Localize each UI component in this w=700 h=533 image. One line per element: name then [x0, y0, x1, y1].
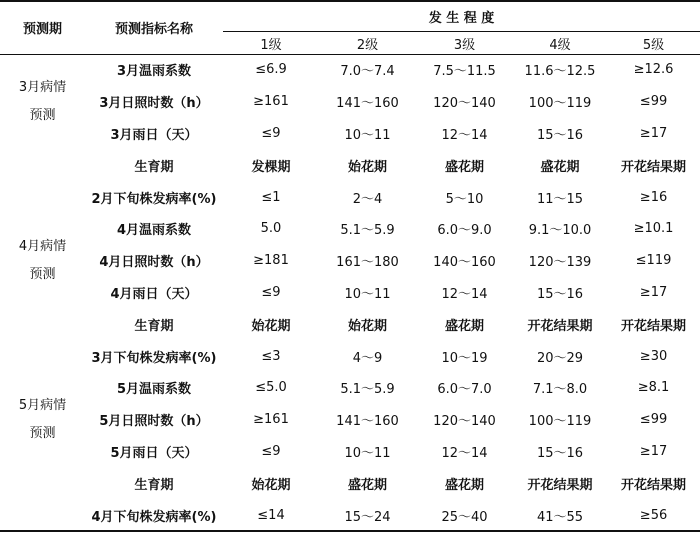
level-4-value: 11.6～12.5	[524, 64, 596, 80]
level-3-value: 12～14	[441, 127, 488, 143]
level-5-value: 开花结果期	[621, 318, 687, 334]
level-5-value: ≤99	[639, 412, 668, 428]
table-row	[0, 245, 700, 277]
level-1-value: ≤5.0	[255, 380, 287, 396]
level-3-value: 盛花期	[444, 159, 484, 175]
period-label-line2: 预测	[29, 107, 56, 123]
indicator-name: 3月下旬株发病率(%)	[91, 350, 217, 366]
indicator-name: 4月下旬株发病率(%)	[91, 509, 217, 525]
level-5-value: ≥10.1	[633, 221, 674, 237]
level-4-value: 120～139	[528, 255, 592, 271]
level-2-value: 7.0～7.4	[340, 64, 395, 80]
header-severity-group: 发 生 程 度	[428, 10, 495, 26]
header-level-1: 1级	[260, 37, 282, 53]
level-5-value: ≥17	[639, 284, 668, 300]
indicator-name: 3月日照时数（h）	[99, 96, 209, 112]
indicator-name: 5月雨日（天）	[110, 445, 198, 461]
level-4-value: 15～16	[536, 127, 584, 143]
indicator-name: 5月温雨系数	[116, 382, 192, 398]
indicator-name: 4月雨日（天）	[110, 286, 198, 302]
level-1-value: 始花期	[251, 318, 291, 334]
level-2-value: 141～160	[336, 414, 399, 430]
level-2-value: 5.1～5.9	[340, 382, 395, 398]
level-1-value: 发棵期	[251, 159, 291, 175]
level-3-value: 盛花期	[444, 318, 484, 334]
bottom-rule	[0, 530, 700, 532]
level-3-value: 120～140	[433, 414, 496, 430]
level-2-value: 5.1～5.9	[340, 223, 395, 239]
level-4-value: 开花结果期	[527, 477, 593, 493]
level-2-value: 4～9	[352, 350, 383, 366]
period-label-line1: 5月病情	[18, 397, 67, 413]
level-1-value: ≤9	[261, 284, 281, 300]
period-label-line1: 3月病情	[18, 79, 67, 95]
level-2-value: 盛花期	[347, 477, 387, 493]
indicator-name: 5月日照时数（h）	[99, 414, 209, 430]
top-rule	[0, 0, 700, 2]
level-2-value: 10～11	[344, 286, 391, 302]
period-label	[0, 340, 85, 499]
table-row	[0, 404, 700, 436]
level-5-value: ≥12.6	[633, 62, 674, 78]
level-2-value: 10～11	[344, 445, 391, 461]
table-row	[0, 181, 700, 213]
level-5-value: ≤99	[639, 94, 668, 110]
level-5-value: ≥8.1	[637, 380, 670, 396]
level-3-value: 140～160	[433, 255, 496, 271]
header-level-5: 5级	[642, 37, 665, 53]
level-1-value: ≤1	[261, 189, 281, 205]
level-4-value: 开花结果期	[527, 318, 593, 334]
level-3-value: 6.0～9.0	[437, 223, 492, 239]
level-4-value: 41～55	[536, 509, 584, 525]
period-label-line2: 预测	[29, 425, 56, 441]
level-1-value: ≤6.9	[255, 62, 287, 78]
level-3-value: 7.5～11.5	[433, 64, 496, 80]
table-row	[0, 372, 700, 404]
period-label-line2: 预测	[29, 266, 56, 282]
table-row	[0, 499, 700, 531]
level-2-value: 15～24	[344, 509, 391, 525]
header-level-3: 3级	[453, 37, 476, 53]
indicator-name: 4月日照时数（h）	[99, 255, 209, 271]
table-row	[0, 436, 700, 468]
level-4-value: 100～119	[528, 414, 592, 430]
level-4-value: 7.1～8.0	[532, 382, 588, 398]
period-empty-cell	[0, 149, 85, 181]
table-row	[0, 308, 700, 340]
header-bottom-rule	[0, 54, 700, 55]
level-2-value: 161～180	[336, 255, 399, 271]
level-2-value: 2～4	[352, 191, 383, 207]
level-2-value: 始花期	[347, 318, 387, 334]
table-row	[0, 340, 700, 372]
indicator-name: 3月温雨系数	[116, 64, 192, 80]
level-4-value: 15～16	[536, 445, 584, 461]
level-1-value: ≤9	[261, 443, 281, 459]
level-5-value: ≥17	[639, 443, 668, 459]
level-5-value: 开花结果期	[621, 159, 687, 175]
period-empty-cell	[0, 499, 85, 531]
level-1-value: ≤9	[261, 125, 281, 141]
level-4-value: 20～29	[536, 350, 584, 366]
level-1-value: 始花期	[251, 477, 291, 493]
level-2-value: 始花期	[347, 159, 387, 175]
level-5-value: 开花结果期	[621, 477, 687, 493]
period-label	[0, 181, 85, 340]
level-4-value: 15～16	[536, 286, 584, 302]
level-3-value: 盛花期	[444, 477, 484, 493]
level-3-value: 120～140	[433, 96, 496, 112]
indicator-name: 2月下旬株发病率(%)	[91, 191, 217, 207]
growth-stage-label: 生育期	[134, 318, 174, 334]
level-5-value: ≤119	[635, 253, 672, 269]
header-period: 预测期	[22, 21, 62, 37]
period-label	[0, 54, 85, 149]
header-level-2: 2级	[356, 37, 379, 53]
level-4-value: 盛花期	[540, 159, 580, 175]
table-row	[0, 213, 700, 245]
level-4-value: 9.1～10.0	[528, 223, 592, 239]
level-5-value: ≥17	[639, 125, 668, 141]
table-row	[0, 86, 700, 118]
level-5-value: ≥30	[639, 348, 668, 364]
header-level-4: 4级	[549, 37, 571, 53]
level-3-value: 12～14	[441, 286, 488, 302]
table-row	[0, 54, 700, 86]
table-row	[0, 467, 700, 499]
level-3-value: 5～10	[445, 191, 484, 207]
level-2-value: 141～160	[336, 96, 399, 112]
level-1-value: ≥181	[253, 253, 289, 269]
indicator-name: 4月温雨系数	[116, 223, 192, 239]
level-5-value: ≥16	[639, 189, 668, 205]
level-4-value: 11～15	[536, 191, 584, 207]
level-3-value: 10～19	[441, 350, 488, 366]
level-1-value: ≥161	[253, 94, 289, 110]
table-row	[0, 149, 700, 181]
growth-stage-label: 生育期	[134, 477, 174, 493]
level-1-value: ≥161	[253, 412, 289, 428]
header-group-rule	[223, 31, 700, 32]
level-3-value: 12～14	[441, 445, 488, 461]
level-1-value: ≤14	[257, 507, 285, 523]
table-row	[0, 277, 700, 309]
level-2-value: 10～11	[344, 127, 391, 143]
header-indicator: 预测指标名称	[114, 21, 193, 37]
period-label-line1: 4月病情	[18, 238, 67, 254]
level-1-value: 5.0	[260, 221, 282, 237]
growth-stage-label: 生育期	[134, 159, 174, 175]
level-5-value: ≥56	[639, 507, 668, 523]
table-row	[0, 118, 700, 150]
level-1-value: ≤3	[261, 348, 281, 364]
level-3-value: 6.0～7.0	[437, 382, 492, 398]
level-3-value: 25～40	[441, 509, 488, 525]
level-4-value: 100～119	[528, 96, 592, 112]
indicator-name: 3月雨日（天）	[110, 127, 198, 143]
